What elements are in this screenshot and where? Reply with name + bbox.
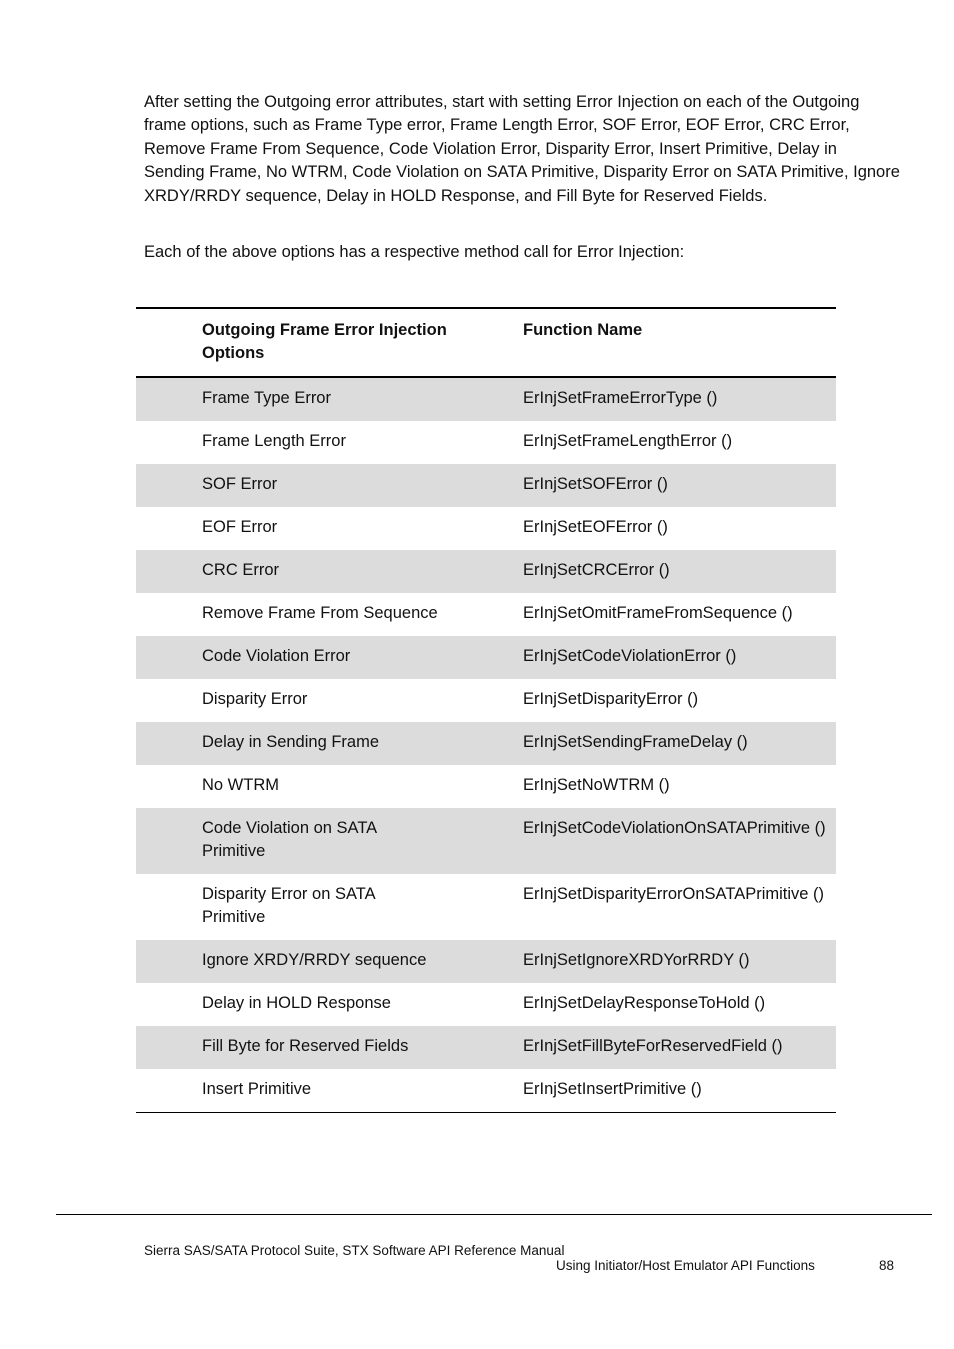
table-row — [136, 983, 836, 1026]
function-cell: ErInjSetSOFError () — [523, 475, 668, 493]
function-cell: ErInjSetSendingFrameDelay () — [523, 733, 748, 751]
function-cell: ErInjSetDelayResponseToHold () — [523, 994, 766, 1012]
table-row — [136, 464, 836, 507]
function-cell: ErInjSetInsertPrimitive () — [523, 1080, 702, 1098]
table-row — [136, 765, 836, 808]
footer-divider — [56, 1214, 932, 1215]
function-cell: ErInjSetOmitFrameFromSequence () — [523, 604, 793, 622]
lead-in-paragraph: Each of the above options has a respective method call for Error Injection: — [144, 243, 685, 261]
table-row — [136, 874, 836, 940]
table-row — [136, 722, 836, 765]
footer-manual-title: Sierra SAS/SATA Protocol Suite, STX Software API Reference Manual — [144, 1243, 565, 1258]
table-row — [136, 507, 836, 550]
function-cell: ErInjSetCRCError () — [523, 561, 670, 579]
function-cell: ErInjSetDisparityError () — [523, 690, 699, 708]
option-cell: Disparity Error on SATA Primitive — [202, 885, 375, 927]
option-cell: SOF Error — [202, 475, 278, 493]
error-injection-table — [136, 307, 836, 1113]
option-cell: Code Violation Error — [202, 647, 351, 665]
table-row — [136, 593, 836, 636]
footer-section-title: Using Initiator/Host Emulator API Functions — [556, 1258, 815, 1273]
table-row — [136, 421, 836, 464]
option-cell: Insert Primitive — [202, 1080, 312, 1098]
function-cell: ErInjSetNoWTRM () — [523, 776, 670, 794]
function-cell: ErInjSetEOFError () — [523, 518, 668, 536]
header-options: Outgoing Frame Error Injection Options — [202, 321, 447, 363]
option-cell: Remove Frame From Sequence — [202, 604, 438, 622]
option-cell: CRC Error — [202, 561, 279, 579]
table-row — [136, 808, 836, 874]
option-cell: Frame Type Error — [202, 389, 331, 407]
table-row — [136, 1069, 836, 1112]
function-cell: ErInjSetIgnoreXRDYorRRDY () — [523, 951, 750, 969]
table-row — [136, 636, 836, 679]
function-cell: ErInjSetDisparityErrorOnSATAPrimitive () — [523, 885, 825, 903]
function-cell: ErInjSetFillByteForReservedField () — [523, 1037, 783, 1055]
header-function-name: Function Name — [523, 321, 643, 339]
table-row — [136, 940, 836, 983]
table-row — [136, 1026, 836, 1069]
option-cell: Ignore XRDY/RRDY sequence — [202, 951, 427, 969]
option-cell: No WTRM — [202, 776, 279, 794]
table-row — [136, 550, 836, 593]
footer-page-number: 88 — [879, 1258, 895, 1273]
function-cell: ErInjSetCodeViolationOnSATAPrimitive () — [523, 819, 826, 837]
function-cell: ErInjSetFrameErrorType () — [523, 389, 718, 407]
table-row — [136, 378, 836, 421]
option-cell: EOF Error — [202, 518, 278, 536]
option-cell: Code Violation on SATA Primitive — [202, 819, 377, 861]
option-cell: Frame Length Error — [202, 432, 346, 450]
option-cell: Delay in Sending Frame — [202, 733, 380, 751]
function-cell: ErInjSetFrameLengthError () — [523, 432, 733, 450]
option-cell: Fill Byte for Reserved Fields — [202, 1037, 409, 1055]
function-cell: ErInjSetCodeViolationError () — [523, 647, 737, 665]
intro-paragraph: After setting the Outgoing error attributes, start with setting Error Injection on each of the Outgoing frame options, such as Frame Type error, Frame Length Error, SOF Error, EOF Error, CRC Error, Remove Frame From Sequence, Code Violation Error, Disparity Error, Insert Primitive, Delay in Sending Frame, No WTRM, Code Violation on SATA Primitive, Disparity Error on SATA Primitive, Ignore XRDY/RRDY sequence, Delay in HOLD Response, and Fill Byte for Reserved Fields. — [144, 93, 900, 205]
option-cell: Delay in HOLD Response — [202, 994, 391, 1012]
table-row — [136, 679, 836, 722]
table-header-row — [136, 309, 836, 378]
option-cell: Disparity Error — [202, 690, 308, 708]
